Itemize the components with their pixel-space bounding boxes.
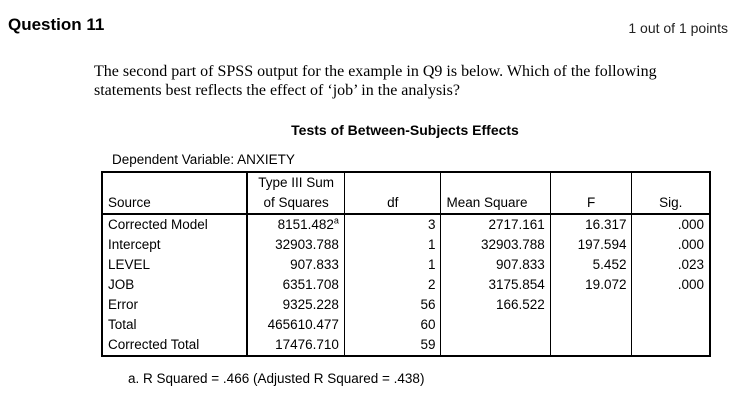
cell-f: 16.317 [550, 214, 632, 235]
table-header-row [102, 172, 710, 214]
cell-f: 197.594 [550, 235, 632, 255]
cell-sig [632, 295, 710, 315]
table-row [102, 275, 710, 295]
cell-source: Total [102, 315, 247, 335]
cell-f [550, 315, 632, 335]
table-footnote: a. R Squared = .466 (Adjusted R Squared = .438) [128, 371, 425, 386]
cell-source: Intercept [102, 235, 247, 255]
cell-source: JOB [102, 275, 247, 295]
table-row [102, 295, 710, 315]
cell-ss: 6351.708 [247, 275, 344, 295]
cell-df: 60 [344, 315, 441, 335]
table-row [102, 315, 710, 335]
cell-f [550, 295, 632, 315]
cell-ms: 2717.161 [441, 214, 550, 235]
cell-ms [441, 335, 550, 356]
cell-df: 1 [344, 255, 441, 275]
cell-ms [441, 315, 550, 335]
cell-ss: 907.833 [247, 255, 344, 275]
cell-f: 5.452 [550, 255, 632, 275]
header-f: F [550, 172, 632, 214]
header-sig: Sig. [632, 172, 710, 214]
cell-source: Corrected Total [102, 335, 247, 356]
footnote-marker: a [333, 215, 339, 226]
question-title: Question 11 [8, 15, 105, 34]
cell-ss: 32903.788 [247, 235, 344, 255]
cell-ms: 3175.854 [441, 275, 550, 295]
anova-table [101, 171, 711, 357]
table-title: Tests of Between-Subjects Effects [291, 122, 519, 138]
cell-ms: 907.833 [441, 255, 550, 275]
header-ss-line1: Type III Sum [258, 175, 335, 190]
cell-f [550, 335, 632, 356]
cell-sig: .000 [677, 277, 704, 292]
cell-sig: .023 [677, 257, 704, 272]
cell-f: 19.072 [550, 275, 632, 295]
cell-ss-value: 8151.482 [277, 217, 334, 232]
table-row [102, 255, 710, 275]
cell-source: LEVEL [102, 255, 247, 275]
header-ss-line2: of Squares [263, 195, 329, 210]
table-row [102, 214, 710, 235]
cell-df: 3 [344, 214, 441, 235]
cell-ss: 465610.477 [247, 315, 344, 335]
cell-sig: .000 [677, 237, 704, 252]
cell-ss: 9325.228 [247, 295, 344, 315]
question-text: The second part of SPSS output for the example in Q9 is below. Which of the following statements best reflects the effect of ‘job’ in the analysis? [94, 63, 657, 99]
cell-ms: 32903.788 [441, 235, 550, 255]
cell-ms: 166.522 [441, 295, 550, 315]
cell-ss [247, 214, 344, 235]
cell-df: 2 [344, 275, 441, 295]
table-row [102, 235, 710, 255]
dependent-variable-label: Dependent Variable: ANXIETY [112, 152, 295, 167]
cell-df: 59 [344, 335, 441, 356]
header-source: Source [102, 172, 247, 214]
header-df: df [344, 172, 441, 214]
cell-source: Error [102, 295, 247, 315]
cell-ss: 17476.710 [247, 335, 344, 356]
cell-sig [632, 315, 710, 335]
question-points: 1 out of 1 points [628, 20, 728, 36]
cell-df: 1 [344, 235, 441, 255]
cell-df: 56 [344, 295, 441, 315]
cell-sig [632, 335, 710, 356]
table-row [102, 335, 710, 356]
cell-source: Corrected Model [102, 214, 247, 235]
header-mean-square: Mean Square [441, 172, 550, 214]
cell-sig: .000 [677, 217, 704, 232]
header-sum-of-squares [247, 172, 344, 214]
